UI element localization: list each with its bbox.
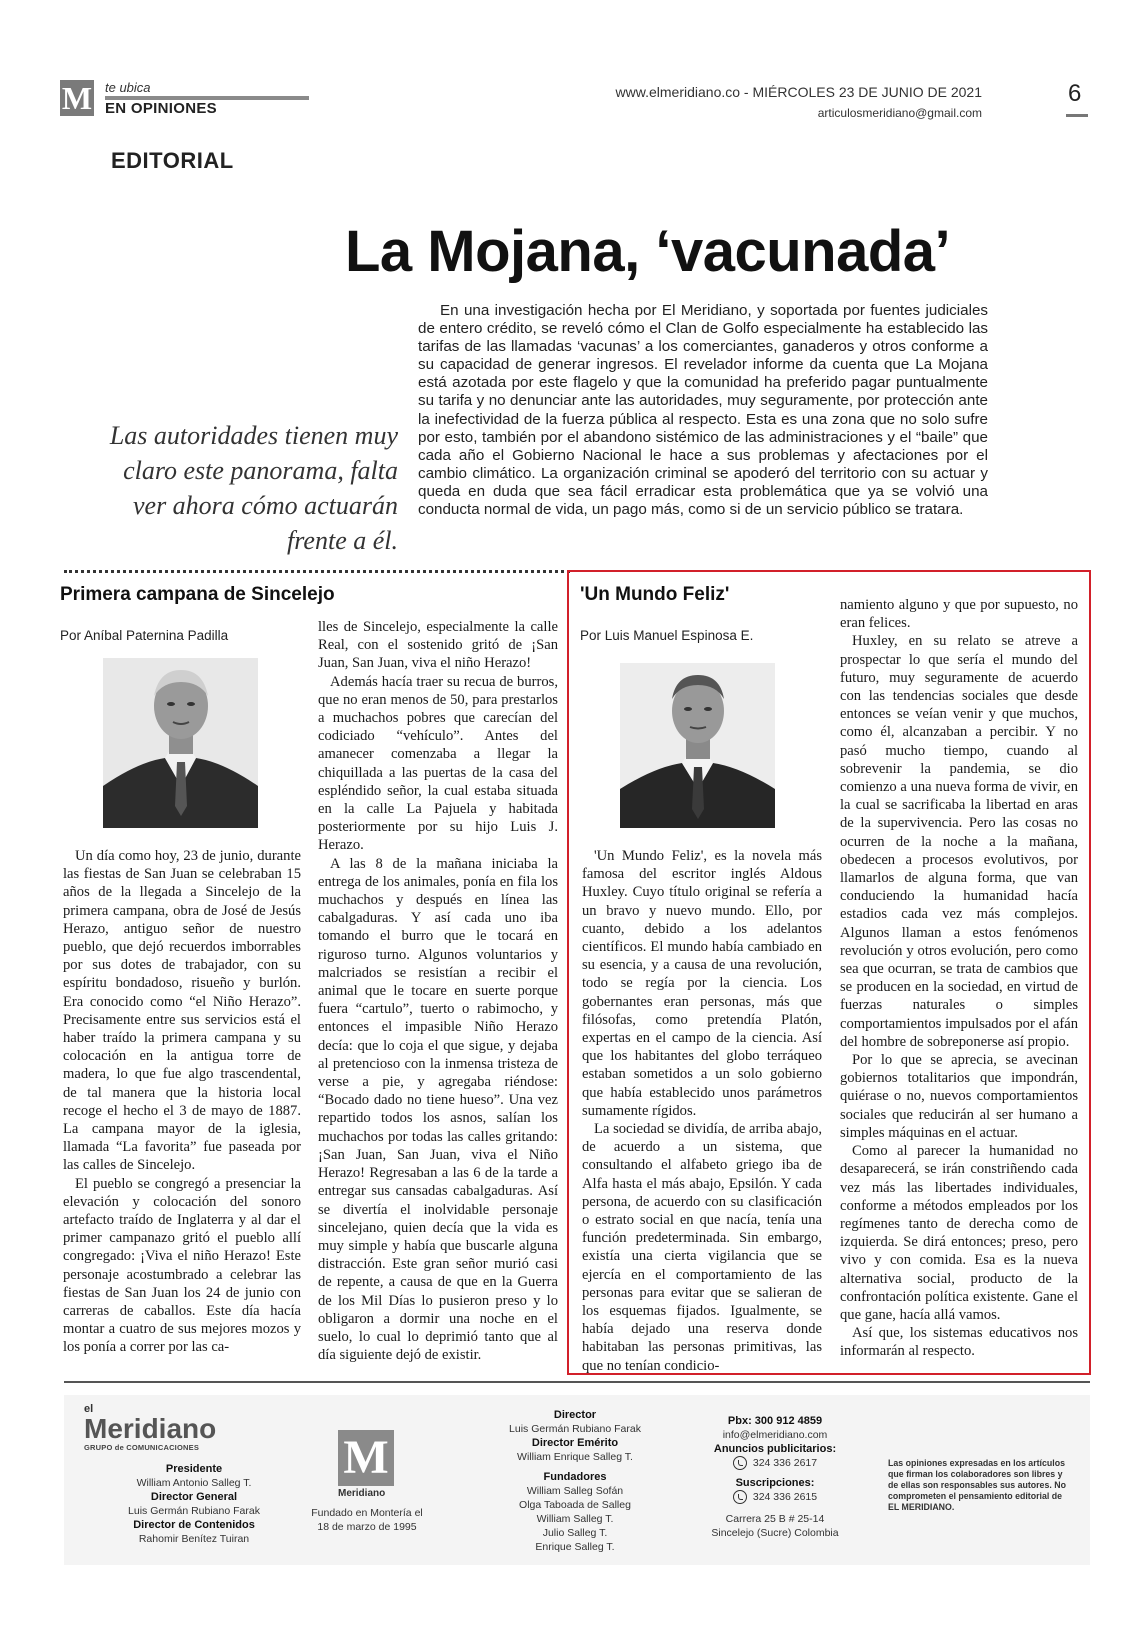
footer-credits-center bbox=[480, 1408, 670, 1554]
header-email: articulosmeridiano@gmail.com bbox=[817, 106, 982, 120]
label: Director bbox=[553, 1409, 597, 1421]
value: Luis Germán Rubiano Farak bbox=[509, 1423, 641, 1435]
article1-title: Primera campana de Sincelejo bbox=[60, 584, 335, 605]
page-number-rule bbox=[1066, 114, 1088, 117]
pbx: Pbx: 300 912 4859 bbox=[727, 1415, 823, 1427]
tagline: te ubica bbox=[105, 80, 151, 95]
paragraph: Por lo que se aprecia, se avecinan gobiernos totalitarios que impondrán, quiérase o no, nuevos comportamientos sociales que reducirán al ser humano a simples máquinas en el actuar. bbox=[840, 1052, 1078, 1141]
label: Presidente bbox=[165, 1463, 223, 1475]
whatsapp-icon bbox=[733, 1456, 747, 1470]
article2-byline: Por Luis Manuel Espinosa E. bbox=[580, 628, 754, 643]
brand-logo-icon: M bbox=[61, 80, 93, 116]
paragraph: La sociedad se dividía, de arriba abajo, de acuerdo a un sistema, que consultando el alfabeto griego iba de Alfa hasta el más abajo, Epsilón. Y cada persona, de acuerdo con su clasificación o estrato social en que nacía, tenía una función predeterminada. Sin embargo, existía una cierta vigilancia que se ejercía en el comportamiento de las personas para evitar que se salieran de los esquemas fijados. Igualmente, se había dejado una reserva donde habitaban las personas primitivas, las que no tenían condicio- bbox=[582, 1121, 822, 1374]
value: Olga Taboada de Salleg bbox=[519, 1499, 631, 1511]
paragraph: El pueblo se congregó a presenciar la elevación y colocación del sonoro artefacto traído de Inglaterra y al dar el primer campanazo gritó el pueblo allí congregado: ¡Viva el niño Herazo! Este personaje acostumbrado a celebrar las fiestas de San Juan los 24 de junio con carreras de caballos. Este día hacía montar a cuatro de sus mejores mozos y los ponía a correr por las ca- bbox=[63, 1175, 301, 1356]
footer-logo-text: Meridiano bbox=[338, 1488, 386, 1499]
brand-name: Meridiano bbox=[84, 1413, 217, 1444]
value: Sincelejo (Sucre) Colombia bbox=[711, 1527, 839, 1540]
value: 324 336 2617 bbox=[752, 1457, 818, 1469]
footer-disclaimer: Las opiniones expresadas en los artículos que firman los colaboradores son libres y de ellas son responsables sus autores. No comprometen el pensamiento editorial de EL MERIDIANO. bbox=[888, 1458, 1066, 1512]
label: Fundadores bbox=[543, 1471, 607, 1483]
paragraph: Así que, los sistemas educativos nos informarán al respecto. bbox=[840, 1325, 1078, 1360]
value: William Antonio Salleg T. bbox=[136, 1477, 252, 1489]
editorial-body: En una investigación hecha por El Meridiano, y soportada por fuentes judiciales de entero crédito, se reveló cómo el Clan de Golfo especialmente ha establecido las tarifas de las llamadas ‘vacunas’ a los comerciantes, ganaderos y otros conforme a su capacidad de generar ingresos. El revelador informe da cuenta que La Mojana está azotada por este flagelo y que la comunidad ha preferido pagar puntualmente su tarifa y no denunciar ante las autoridades, muy seguramente, por protección ante la inefectividad de la fuerza pública al respecto. Esta es una zona que no solo sufre por esto, también por el abandono sistémico de las administraciones y el “baile” que cada año el Gobierno Nacional le hace a sus problemas y afectaciones por el cambio climático. La organización criminal se apoderó del territorio con su actuar y queda en duda que sea fácil erradicar esta problemática que ya se volvió una conducta normal de vida, un pago más, como si de un servicio público se tratara. bbox=[418, 302, 988, 519]
article1-author-photo bbox=[103, 658, 258, 828]
value: William Enrique Salleg T. bbox=[517, 1451, 633, 1463]
footer-brand bbox=[84, 1403, 244, 1452]
page-number: 6 bbox=[1068, 80, 1082, 107]
paragraph: Un día como hoy, 23 de junio, durante las fiestas de San Juan se celebraban 15 años de la llegada a Sincelejo de la primera campana, obra de José de Jesús Herazo, antiguo señor de nuestro pueblo, que dejó recuerdos imborrables por sus dotes de trabajador, con su espíritu bondadoso, risueño y burlón. Era conocido como “el Niño Herazo”. Precisamente entre sus servicios está el haber traído la primera campana y su colocación en la antigua torre de madera, lo que fue algo trascendental, de tal manera que la historia local recoge el hecho el 3 de mayo de 1887. La campana mayor de la iglesia, llamada “La favorita” fue paseada por las calles de Sincelejo. bbox=[63, 848, 301, 1174]
value: Julio Salleg T. bbox=[542, 1527, 608, 1539]
footer-logo-icon: M bbox=[338, 1430, 394, 1486]
whatsapp-icon bbox=[733, 1490, 747, 1504]
label: Anuncios publicitarios: bbox=[713, 1443, 837, 1455]
article1-column-1 bbox=[63, 847, 301, 1357]
label: Director General bbox=[150, 1491, 238, 1503]
article2-column-2 bbox=[840, 596, 1078, 1361]
value: Rahomir Benítez Tuiran bbox=[138, 1533, 250, 1545]
value: 324 336 2615 bbox=[752, 1491, 818, 1504]
article2-column-1 bbox=[582, 847, 822, 1375]
value: William Salleg Sofán bbox=[526, 1485, 624, 1497]
footer-founded: Fundado en Montería el 18 de marzo de 1995 bbox=[311, 1507, 423, 1533]
article1-byline: Por Aníbal Paternina Padilla bbox=[60, 628, 229, 643]
category-label: EDITORIAL bbox=[111, 148, 234, 173]
editorial-pullquote: Las autoridades tienen muy claro este panorama, falta ver ahora cómo actuarán frente a él. bbox=[109, 421, 398, 555]
paragraph: namiento alguno y que por supuesto, no eran felices. bbox=[840, 597, 1078, 632]
brand-prefix: el bbox=[84, 1403, 94, 1415]
article1-column-2 bbox=[318, 618, 558, 1364]
value: Luis Germán Rubiano Farak bbox=[128, 1505, 260, 1517]
paragraph: 'Un Mundo Feliz', es la novela más famosa del escritor inglés Aldous Huxley. Cuyo título original se refería a un bravo y nuevo mundo. Ello, por cuanto, debido a los adelantos científicos. El mundo había cambiado en su esencia, y a causa de una revolución, todo se regía por la ciencia. Los gobernantes eran personas, más que filósofas, como pretendía Platón, expertas en el campo de la ciencia. Así que los habitantes del globo terráqueo estaban sometidos a un solo gobierno que había establecido unos parámetros sumamente rígidos. bbox=[582, 848, 822, 1119]
paragraph: Como al parecer la humanidad no desaparecerá, se irán constriñendo cada vez más las libertades individuales, conforme a métodos empleados por los regímenes tanto de derecha como de izquierda. Se dirá entonces; preso, pero vivo y con comida. Esa es la nueva alternativa social, producto de la confrontación política existente. Gane el que gane, hacía allá vamos. bbox=[840, 1143, 1078, 1323]
value: William Salleg T. bbox=[536, 1513, 614, 1525]
footer-divider bbox=[64, 1381, 1090, 1383]
brand-group: GRUPO de COMUNICACIONES bbox=[84, 1443, 200, 1452]
contact-email[interactable]: info@elmeridiano.com bbox=[722, 1429, 828, 1441]
section-divider bbox=[64, 570, 570, 573]
paragraph: Además hacía traer su recua de burros, que no eran menos de 50, para prestarlos a muchachos pobres que carecían del codiciado “vehículo”. Antes del amanecer comenzaba a llegar la chiquillada a las puertas de la casa del espléndido señor, la cual estaba situada en la calle La Pajuela y habitada posteriormente por su hijo Luis J. Herazo. bbox=[318, 673, 558, 854]
paragraph: lles de Sincelejo, especialmente la calle Real, con el sostenido gritó de ¡San Juan, San Juan, viva el niño Herazo! bbox=[318, 619, 558, 672]
value: Carrera 25 B # 25-14 bbox=[725, 1513, 825, 1526]
article2-author-photo bbox=[620, 663, 775, 828]
footer-contact bbox=[690, 1414, 860, 1540]
site-date-line: www.elmeridiano.co - MIÉRCOLES 23 DE JUNIO DE 2021 bbox=[615, 84, 982, 100]
label: Director de Contenidos bbox=[133, 1519, 255, 1531]
editorial-headline: La Mojana, ‘vacunada’ bbox=[345, 219, 951, 284]
article2-title: 'Un Mundo Feliz' bbox=[580, 584, 730, 605]
footer-credits-left bbox=[74, 1462, 314, 1546]
paragraph: A las 8 de la mañana iniciaba la entrega de los animales, ponía en fila los muchachos y después en línea las cabalgaduras. Y así cada uno iba tomando el burro que le tocará en riguroso turno. Algunos voluntarios y malcriados se resistían a recibir el animal que le tocare en suerte porque fuera “cartulo”, tuerto o rabimocho, y entonces el impasible Niño Herazo decía: que lo coja el que sigue, y dejaba al pretencioso con la inmensa tristeza de verse a pie, y agregaba riéndose: “Bocado dado no tiene hueso”. Una vez repartido todos los asnos, salían los muchachos por todas las calles gritando: ¡San Juan, San Juan, viva el Niño Herazo! Regresaban a las 6 de la tarde a entregar sus cansadas cabalgaduras. Así se divertía el inolvidable personaje sincelejano, quien decía que la vida es muy simple y había que buscarle alguna distracción. Este gran señor murió casi de repente, a causa de que en la Guerra de los Mil Días lo pusieron preso y lo obligaron a dormir una noche en el suelo, lo cual lo deprimió tanto que al día siguiente dejó de existir. bbox=[318, 855, 558, 1364]
paragraph: Huxley, en su relato se atreve a prospectar lo que sería el mundo del futuro, muy seguramente de acuerdo con las tendencias sociales que desde entonces se veían venir y que muchos, como él, alcanzaban a percibir. Y no pasó mucho tiempo, cuando al sobrevenir la pandemia, se dio comienzo a una nueva forma de vivir, en la cual se sacrificaba la libertad en aras de la supervivencia. Pero las cosas no ocurren de la noche a la mañana, obedecen a procesos evolutivos, por llamarlos de alguna forma, que van conduciendo la humanidad hacía estadios cada vez más complejos. Algunos llaman a estos fenómenos revolución y otros evolución, pero como sea que ocurran, se trata de cambios que se producen en la sociedad, en virtud de fuerzas naturales o simples comportamientos impulsados por el afán del hombre de sobreponerse así propio. bbox=[840, 633, 1078, 1050]
section-name: EN OPINIONES bbox=[105, 100, 217, 117]
value: Enrique Salleg T. bbox=[535, 1541, 615, 1553]
label: Suscripciones: bbox=[735, 1477, 815, 1490]
label: Director Emérito bbox=[531, 1437, 619, 1449]
